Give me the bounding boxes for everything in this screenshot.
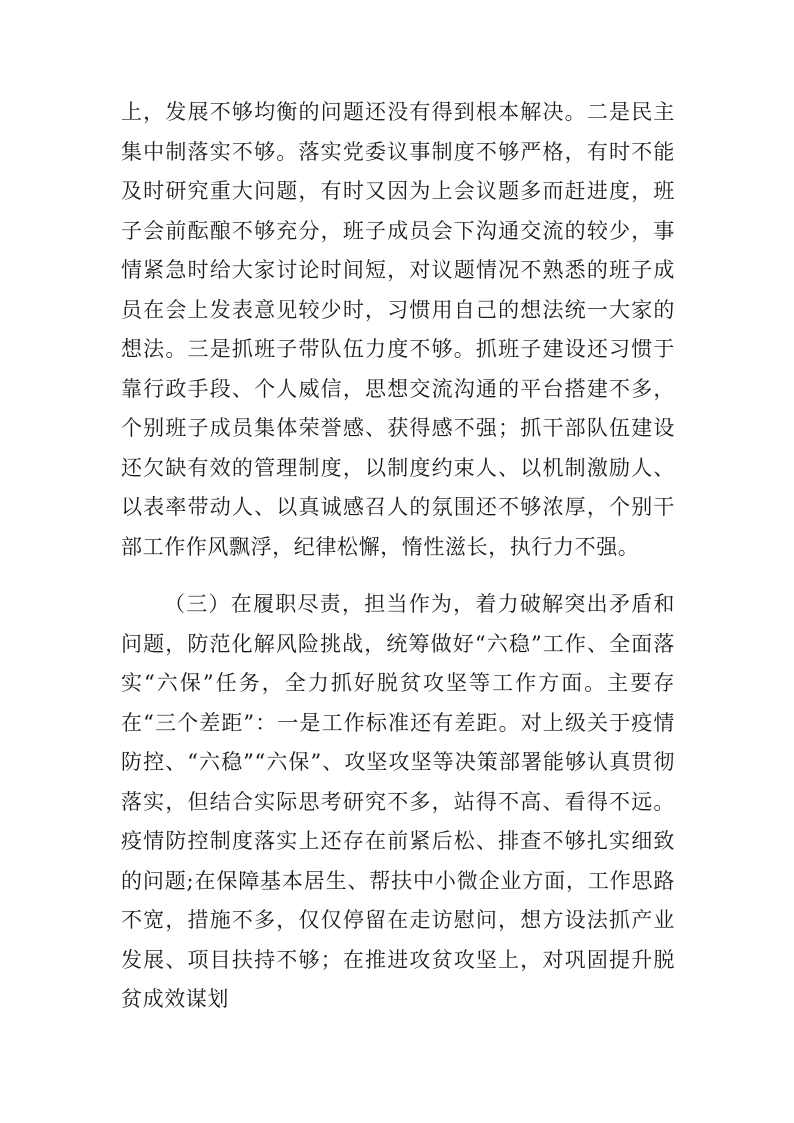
paragraph-section-three: （三）在履职尽责，担当作为，着力破解突出矛盾和问题，防范化解风险挑战，统筹做好“六稳”工作、全面落实“六保”任务，全力抓好脱贫攻坚等工作方面。主要存在“三个差距”：一是工作标准还有差距。对上级关于疫情防控、“六稳”“六保”、攻坚攻坚等决策部署能够认真贯彻落实，但结合实际思考研究不多，站得不高、看得不远。疫情防控制度落实上还存在前紧后松、排查不够扎实细致的问题;在保障基本居生、帮扶中小微企业方面，工作思路不宽，措施不多，仅仅停留在走访慰问，想方设法抓产业发展、项目扶持不够；在推进攻贫攻坚上，对巩固提升脱贫成效谋划 (121, 592, 675, 1011)
document-body (121, 93, 675, 1020)
paragraph-continued: 上，发展不够均衡的问题还没有得到根本解决。二是民主集中制落实不够。落实党委议事制度不够严格，有时不能及时研究重大问题，有时又因为上会议题多而赶进度，班子会前酝酿不够充分，班子成员会下沟通交流的较少，事情紧急时给大家讨论时间短，对议题情况不熟悉的班子成员在会上发表意见较少时，习惯用自己的想法统一大家的想法。三是抓班子带队伍力度不够。抓班子建设还习惯于靠行政手段、个人威信，思想交流沟通的平台搭建不多，个别班子成员集体荣誉感、获得感不强；抓干部队伍建设还欠缺有效的管理制度，以制度约束人、以机制激励人、以表率带动人、以真诚感召人的氛围还不够浓厚，个别干部工作作风飘浮，纪律松懈，惰性滋长，执行力不强。 (121, 100, 675, 559)
